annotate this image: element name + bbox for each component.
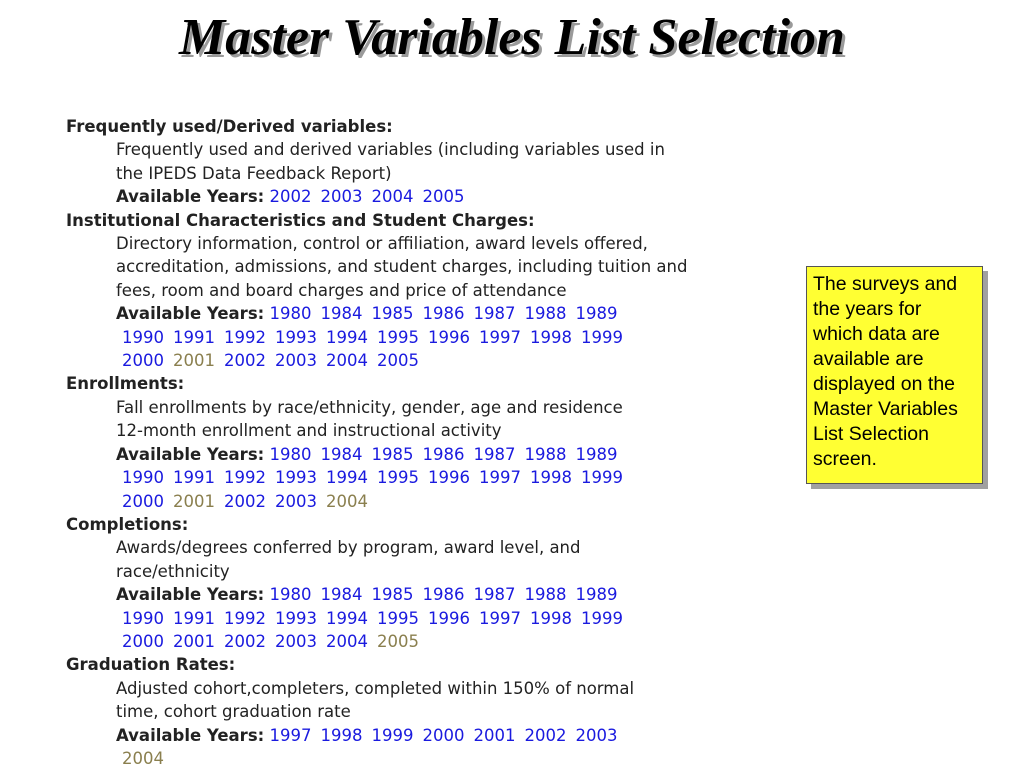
year-link[interactable]: 1995 (377, 608, 419, 628)
year-link[interactable]: 1997 (479, 468, 521, 488)
master-variables-list (66, 115, 766, 770)
survey-description-line: Fall enrollments by race/ethnicity, gender, age and residence (116, 397, 623, 417)
year-link[interactable]: 2005 (422, 187, 465, 207)
year-link[interactable]: 1989 (575, 304, 618, 324)
survey-description-line: Awards/degrees conferred by program, award level, and (116, 538, 581, 558)
year-unavailable: 2001 (173, 491, 215, 511)
year-link[interactable]: 1999 (371, 725, 414, 745)
available-years-label: Available Years: (116, 585, 265, 605)
available-years-row (116, 747, 766, 770)
year-link[interactable]: 1990 (122, 608, 164, 628)
available-years-label: Available Years: (116, 304, 265, 324)
year-link[interactable]: 1997 (269, 725, 312, 745)
survey-description-line: the IPEDS Data Feedback Report) (116, 163, 392, 183)
year-link[interactable]: 2002 (224, 631, 266, 651)
survey-description-line: fees, room and board charges and price of attendance (116, 280, 567, 300)
year-link[interactable]: 1986 (422, 585, 465, 605)
available-years-label: Available Years: (116, 444, 265, 464)
year-link[interactable]: 1987 (473, 304, 516, 324)
year-link[interactable]: 1984 (320, 444, 363, 464)
year-link[interactable]: 1996 (428, 468, 470, 488)
survey-heading: Enrollments: (66, 374, 185, 394)
year-link[interactable]: 2004 (326, 631, 368, 651)
year-link[interactable]: 1999 (581, 608, 623, 628)
year-link[interactable]: 1985 (371, 444, 414, 464)
survey-section (66, 513, 766, 653)
available-years-row (116, 583, 766, 606)
year-link[interactable]: 2001 (473, 725, 516, 745)
survey-description-line: 12-month enrollment and instructional activity (116, 421, 502, 441)
year-link[interactable]: 1988 (524, 444, 567, 464)
year-unavailable: 2005 (377, 631, 419, 651)
year-link[interactable]: 1999 (581, 327, 623, 347)
survey-body (66, 232, 766, 372)
available-years-row (116, 607, 766, 630)
year-link[interactable]: 2000 (122, 351, 164, 371)
survey-heading: Institutional Characteristics and Student Charges: (66, 210, 535, 230)
survey-description-line: race/ethnicity (116, 561, 230, 581)
year-link[interactable]: 1992 (224, 608, 266, 628)
year-link[interactable]: 1991 (173, 468, 215, 488)
year-link[interactable]: 1987 (473, 585, 516, 605)
year-link[interactable]: 2002 (524, 725, 567, 745)
survey-description-line: Frequently used and derived variables (including variables used in (116, 140, 665, 160)
year-link[interactable]: 1995 (377, 327, 419, 347)
available-years-row (116, 349, 766, 372)
year-link[interactable]: 1985 (371, 304, 414, 324)
year-link[interactable]: 1986 (422, 444, 465, 464)
year-link[interactable]: 2002 (224, 351, 266, 371)
available-years-row (116, 490, 766, 513)
available-years-row (116, 724, 766, 747)
available-years-row (116, 185, 766, 208)
year-link[interactable]: 1994 (326, 327, 368, 347)
year-link[interactable]: 2003 (275, 631, 317, 651)
year-link[interactable]: 1989 (575, 585, 618, 605)
year-link[interactable]: 1995 (377, 468, 419, 488)
year-link[interactable]: 1993 (275, 468, 317, 488)
available-years-row (116, 443, 766, 466)
year-link[interactable]: 1990 (122, 327, 164, 347)
year-link[interactable]: 1993 (275, 608, 317, 628)
year-link[interactable]: 1992 (224, 468, 266, 488)
year-link[interactable]: 2003 (275, 351, 317, 371)
year-link[interactable]: 2003 (575, 725, 618, 745)
year-link[interactable]: 2002 (269, 187, 312, 207)
year-link[interactable]: 1998 (530, 327, 572, 347)
survey-description-line: Adjusted cohort,completers, completed within 150% of normal (116, 678, 635, 698)
year-link[interactable]: 1998 (530, 468, 572, 488)
year-link[interactable]: 2000 (122, 631, 164, 651)
survey-heading: Graduation Rates: (66, 655, 236, 675)
available-years-row (116, 302, 766, 325)
available-years-row (116, 326, 766, 349)
callout-note: The surveys and the years for which data are available are displayed on the Master Variables List Selection screen. (806, 266, 983, 484)
year-link[interactable]: 2005 (377, 351, 419, 371)
survey-body (66, 677, 766, 770)
year-link[interactable]: 1988 (524, 304, 567, 324)
year-link[interactable]: 1999 (581, 468, 623, 488)
year-link[interactable]: 1996 (428, 608, 470, 628)
survey-section (66, 209, 766, 373)
year-link[interactable]: 1984 (320, 304, 363, 324)
survey-description-line: Directory information, control or affiliation, award levels offered, (116, 234, 648, 254)
year-link[interactable]: 1994 (326, 468, 368, 488)
year-link[interactable]: 2002 (224, 491, 266, 511)
year-link[interactable]: 1997 (479, 327, 521, 347)
survey-heading: Completions: (66, 514, 189, 534)
survey-section (66, 372, 766, 512)
year-link[interactable]: 2003 (275, 491, 317, 511)
survey-description-line: time, cohort graduation rate (116, 702, 351, 722)
year-link[interactable]: 1991 (173, 327, 215, 347)
year-link[interactable]: 1998 (320, 725, 363, 745)
survey-body (66, 138, 766, 208)
year-link[interactable]: 2000 (122, 491, 164, 511)
survey-body (66, 536, 766, 653)
available-years-row (116, 630, 766, 653)
year-link[interactable]: 1987 (473, 444, 516, 464)
year-link[interactable]: 2001 (173, 631, 215, 651)
year-link[interactable]: 1998 (530, 608, 572, 628)
survey-description-line: accreditation, admissions, and student charges, including tuition and (116, 257, 688, 277)
year-link[interactable]: 1984 (320, 585, 363, 605)
year-unavailable: 2004 (122, 748, 164, 768)
year-link[interactable]: 1986 (422, 304, 465, 324)
year-link[interactable]: 2000 (422, 725, 465, 745)
year-link[interactable]: 1980 (269, 304, 312, 324)
year-unavailable: 2004 (326, 491, 368, 511)
survey-heading: Frequently used/Derived variables: (66, 117, 393, 136)
year-link[interactable]: 1980 (269, 444, 312, 464)
available-years-label: Available Years: (116, 725, 265, 745)
year-unavailable: 2001 (173, 351, 215, 371)
year-link[interactable]: 2004 (371, 187, 414, 207)
year-link[interactable]: 1991 (173, 608, 215, 628)
available-years-row (116, 466, 766, 489)
survey-section (66, 115, 766, 209)
year-link[interactable]: 1994 (326, 608, 368, 628)
year-link[interactable]: 1996 (428, 327, 470, 347)
year-link[interactable]: 1988 (524, 585, 567, 605)
year-link[interactable]: 1993 (275, 327, 317, 347)
year-link[interactable]: 2004 (326, 351, 368, 371)
slide-title: Master Variables List Selection (179, 9, 845, 66)
year-link[interactable]: 2003 (320, 187, 363, 207)
survey-section (66, 653, 766, 770)
survey-body (66, 396, 766, 513)
available-years-label: Available Years: (116, 187, 265, 207)
year-link[interactable]: 1985 (371, 585, 414, 605)
year-link[interactable]: 1980 (269, 585, 312, 605)
year-link[interactable]: 1989 (575, 444, 618, 464)
year-link[interactable]: 1992 (224, 327, 266, 347)
year-link[interactable]: 1990 (122, 468, 164, 488)
year-link[interactable]: 1997 (479, 608, 521, 628)
